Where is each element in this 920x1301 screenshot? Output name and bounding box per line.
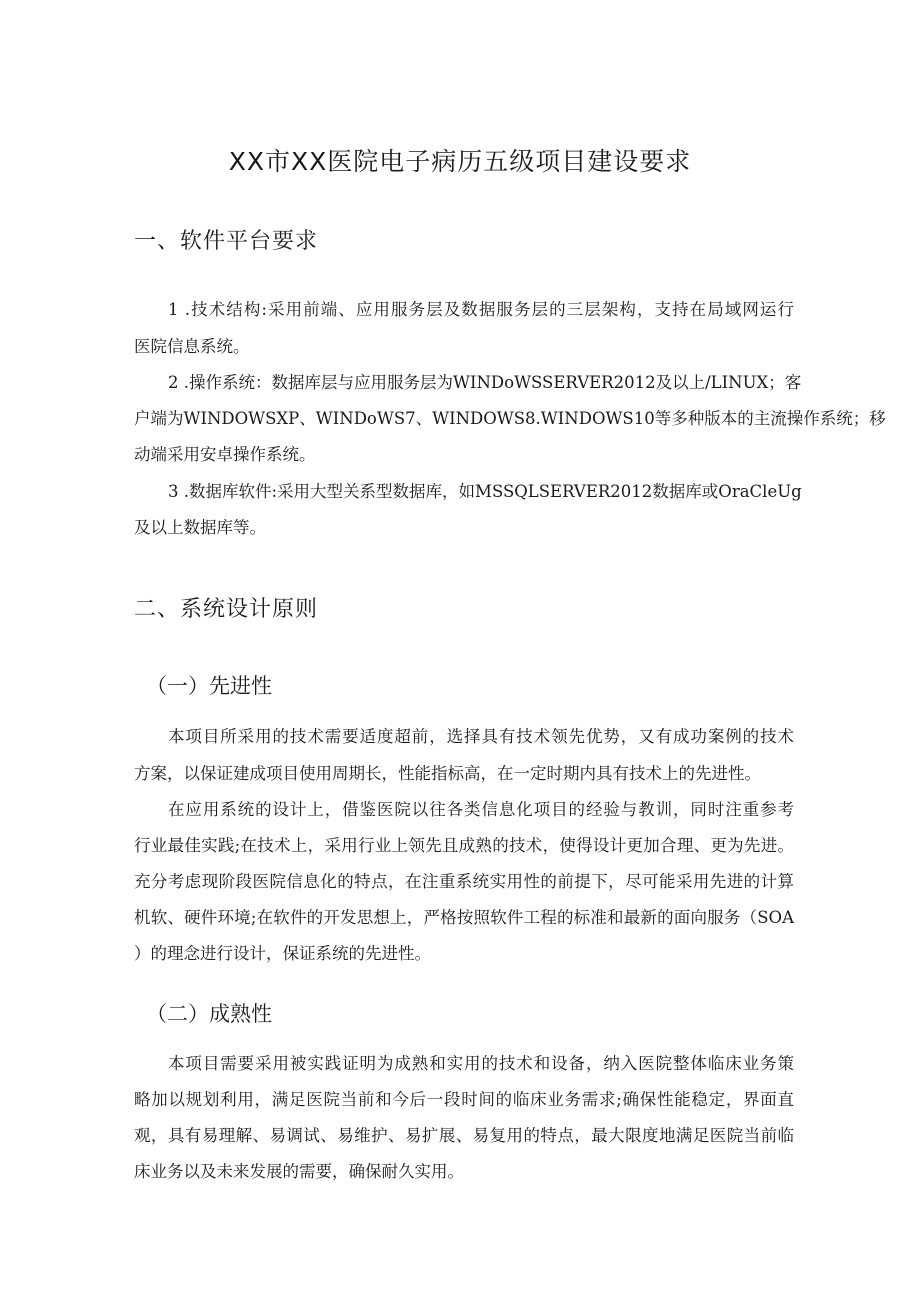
text-line: 床业务以及未来发展的需要，确保耐久实用。 (134, 1162, 464, 1181)
document-title: XX市XX医院电子病历五级项目建设要求 (228, 147, 692, 176)
text-line: 在应用系统的设计上，借鉴医院以往各类信息化项目的经验与教训，同时注重参考 (168, 800, 794, 819)
text-line: 及以上数据库等。 (134, 518, 266, 537)
text-line: 本项目需要采用被实践证明为成熟和实用的技术和设备，纳入医院整体临床业务策 (168, 1054, 794, 1073)
text-line: 观，具有易理解、易调试、易维护、易扩展、易复用的特点，最大限度地满足医院当前临 (134, 1126, 794, 1145)
text-line: 医院信息系统。 (134, 337, 250, 356)
subsection-heading-mature: （二）成熟性 (146, 1002, 272, 1026)
subsection-heading-advanced: （一）先进性 (146, 674, 272, 698)
text-line: 2 .操作系统：数据库层与应用服务层为WINDoWSSERVER2012及以上/LINUX；客 (168, 373, 802, 392)
text-line: 略加以规划利用，满足医院当前和今后一段时间的临床业务需求;确保性能稳定，界面直 (134, 1090, 794, 1109)
text-line: 充分考虑现阶段医院信息化的特点，在注重系统实用性的前提下，尽可能采用先进的计算 (134, 872, 794, 891)
text-line: 户端为WINDOWSXP、WINDoWS7、WINDOWS8.WINDOWS10等多种版本的主流操作系统；移 (134, 409, 886, 428)
text-line: 动端采用安卓操作系统。 (134, 445, 316, 464)
section-heading-design-principles: 二、系统设计原则 (134, 597, 319, 622)
text-line: 1 .技术结构:采用前端、应用服务层及数据服务层的三层架构，支持在局域网运行 (168, 300, 794, 319)
text-line: 本项目所采用的技术需要适度超前，选择具有技术领先优势，又有成功案例的技术 (168, 727, 794, 746)
text-line: 行业最佳实践;在技术上，采用行业上领先且成熟的技术，使得设计更加合理、更为先进。 (134, 836, 794, 855)
text-line: 方案，以保证建成项目使用周期长，性能指标高，在一定时期内具有技术上的先进性。 (134, 764, 761, 783)
section-heading-software-platform: 一、软件平台要求 (134, 229, 319, 254)
text-line: 3 .数据库软件:采用大型关系型数据库，如MSSQLSERVER2012数据库或OraCleUg (168, 482, 802, 501)
text-line: 机软、硬件环境;在软件的开发思想上，严格按照软件工程的标准和最新的面向服务（SOA (134, 908, 794, 927)
text-line: ）的理念进行设计，保证系统的先进性。 (134, 944, 431, 963)
